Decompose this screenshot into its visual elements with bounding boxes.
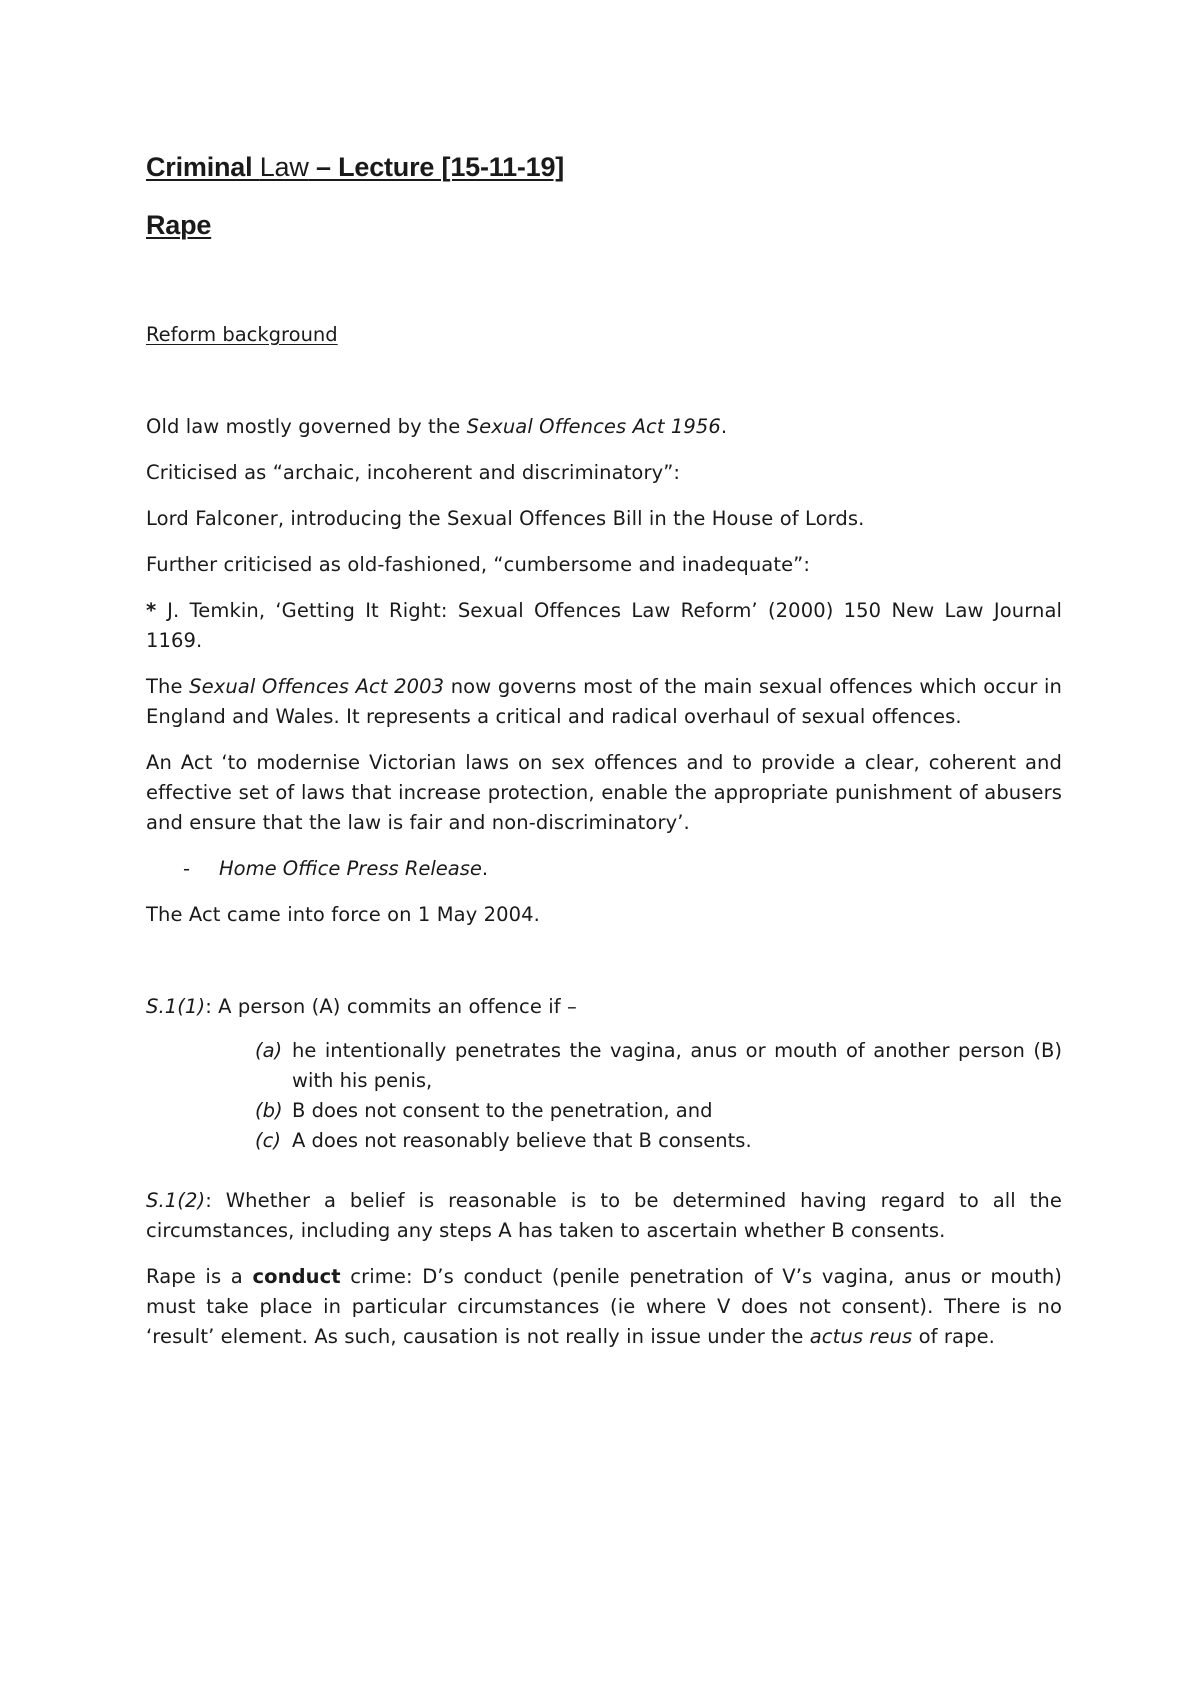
offence-elements-list (146, 1036, 1062, 1156)
section-1-2: S.1(2): Whether a belief is reasonable is to be determined having regard to all the circumstances, including any steps A has taken to ascertain whether B consents. (146, 1189, 1062, 1242)
paragraph-criticism: Criticised as “archaic, incoherent and discriminatory”: (146, 461, 681, 484)
section-heading: Reform background (146, 323, 338, 346)
list-text: A does not reasonably believe that B consents. (292, 1129, 752, 1152)
section-1-1: S.1(1): A person (A) commits an offence if – (146, 995, 577, 1018)
list-text: B does not consent to the penetration, and (292, 1099, 713, 1122)
page-title: Criminal Law – Lecture [15-11-19] (146, 152, 565, 182)
list-item (255, 1126, 1062, 1156)
list-marker: (b) (255, 1099, 283, 1122)
dash-marker: - (183, 857, 191, 880)
dash-list-item (146, 854, 1062, 884)
topic-heading: Rape (146, 210, 212, 240)
list-text: he intentionally penetrates the vagina, anus or mouth of another person (B) with his penis, (292, 1039, 1062, 1092)
paragraph-old-law: Old law mostly governed by the Sexual Offences Act 1956. (146, 415, 728, 438)
paragraph-further-criticism: Further criticised as old-fashioned, “cumbersome and inadequate”: (146, 553, 811, 576)
dash-text: Home Office Press Release. (219, 857, 489, 880)
paragraph-in-force: The Act came into force on 1 May 2004. (146, 903, 540, 926)
document-body (146, 148, 1062, 1352)
list-marker: (a) (255, 1039, 283, 1062)
paragraph-temkin-reference: * J. Temkin, ‘Getting It Right: Sexual Offences Law Reform’ (2000) 150 New Law Journal 1169. (146, 599, 1063, 652)
paragraph-falconer: Lord Falconer, introducing the Sexual Offences Bill in the House of Lords. (146, 507, 865, 530)
paragraph-act-quote: An Act ‘to modernise Victorian laws on sex offences and to provide a clear, coherent and effective set of laws that increase protection, enable the appropriate punishment of abusers and ensure that the law is fair and non-discriminatory’. (146, 751, 1062, 834)
list-item (255, 1036, 1062, 1096)
list-marker: (c) (255, 1129, 281, 1152)
paragraph-act-2003: The Sexual Offences Act 2003 now governs most of the main sexual offences which occur in England and Wales. It represents a critical and radical overhaul of sexual offences. (146, 675, 1062, 728)
list-item (255, 1096, 1062, 1126)
paragraph-conduct-crime: Rape is a conduct crime: D’s conduct (penile penetration of V’s vagina, anus or mouth) must take place in particular circumstances (ie where V does not consent). There is no ‘result’ element. As such, causation is not really in issue under the actus reus of rape. (146, 1265, 1062, 1348)
